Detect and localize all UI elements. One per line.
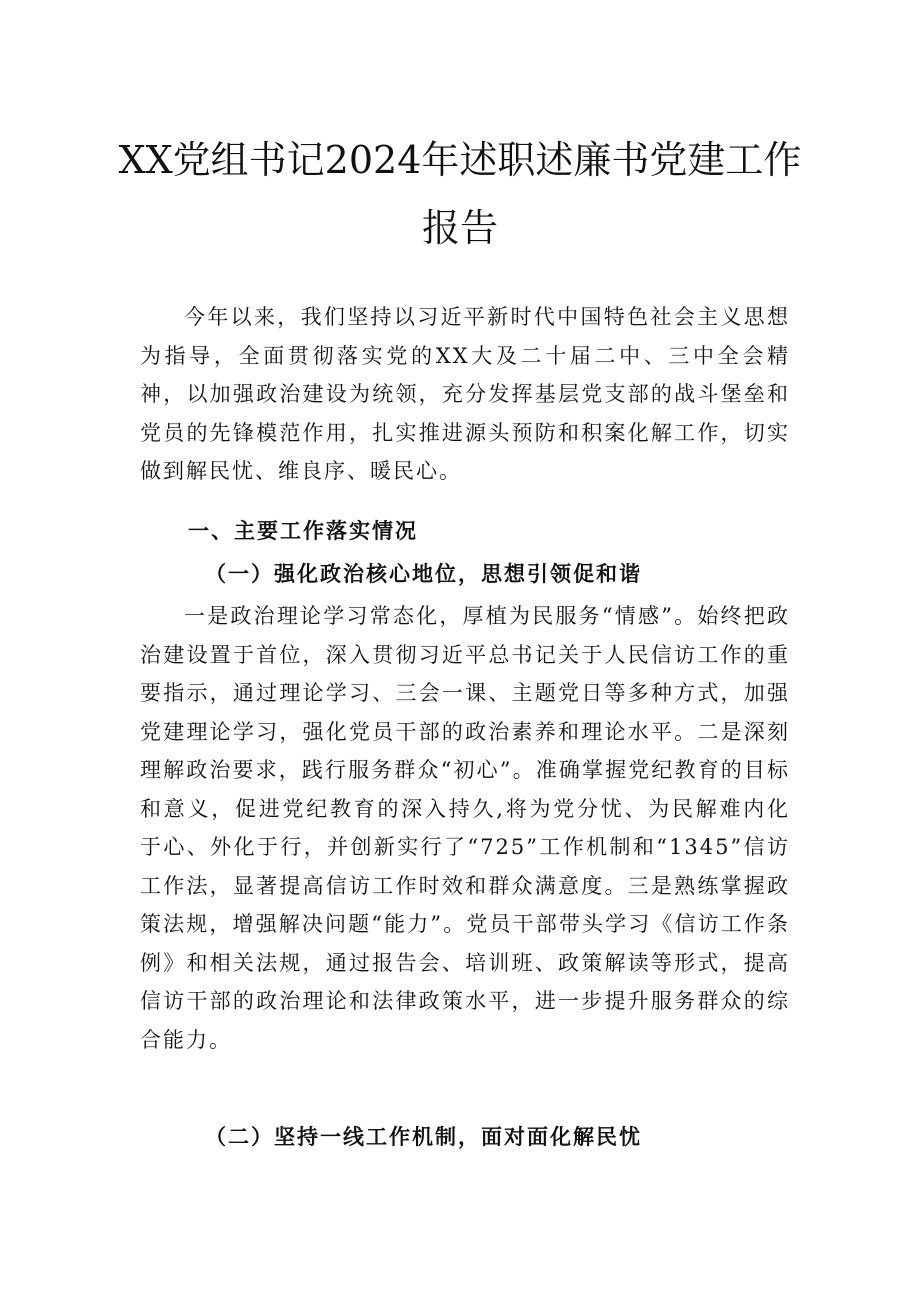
subsection-1-paragraph: 一是政治理论学习常态化，厚植为民服务“情感”。始终把政治建设置于首位，深入贯彻习近平总书记关于人民信访工作的重要指示，通过理论学习、三会一课、主题党日等多种方式，加强党建理论学习，强化党员干部的政治素养和理论水平。二是深刻理解政治要求，践行服务群众“初心”。准确掌握党纪教育的目标和意义，促进党纪教育的深入持久,将为党分忧、为民解难内化于心、外化于行，并创新实行了“725”工作机制和“1345”信访工作法，显著提高信访工作时效和群众满意度。三是熟练掌握政策法规，增强解决问题“能力”。党员干部带头学习《信访工作条例》和相关法规，通过报告会、培训班、政策解读等形式，提高信访干部的政治理论和法律政策水平，进一步提升服务群众的综合能力。 xyxy=(140,604,790,1052)
subsection-heading-1: （一）强化政治核心地位，思想引领促和谐 xyxy=(205,561,642,586)
section-heading-main-work: 一、主要工作落实情况 xyxy=(188,519,418,543)
document-title-line1: XX党组书记2024年述职述廉书党建工作 xyxy=(118,138,802,182)
document-title-line2: 报告 xyxy=(421,206,498,250)
subsection-heading-2: （二）坚持一线工作机制，面对面化解民忧 xyxy=(205,1124,642,1149)
intro-paragraph: 今年以来，我们坚持以习近平新时代中国特色社会主义思想为指导，全面贯彻落实党的XX大及二十届二中、三中全会精神，以加强政治建设为统领，充分发挥基层党支部的战斗堡垒和党员的先锋模范作用，扎实推进源头预防和积案化解工作，切实做到解民忧、维良序、暖民心。 xyxy=(140,305,790,483)
